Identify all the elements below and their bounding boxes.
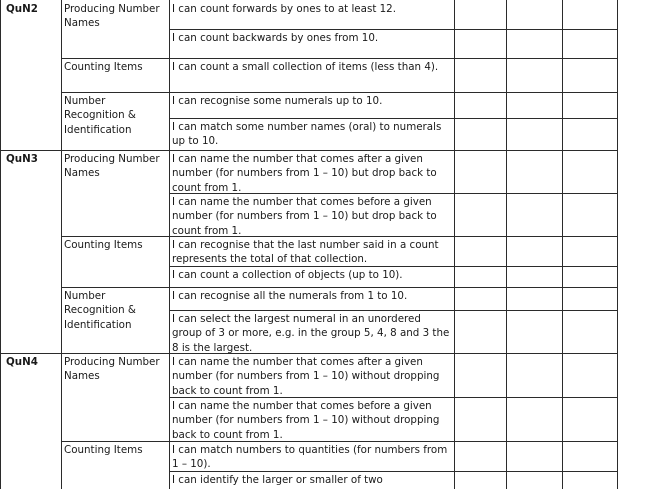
outcome-code: QuN3 [6,153,38,165]
statement-cell: I can count forwards by ones to at least 12. [172,3,397,15]
outcome-code: QuN2 [6,3,38,15]
row-divider [169,266,618,267]
column-divider [562,0,563,489]
statement-cell: I can select the largest numeral in an unordered group of 3 or more, e.g. in the group 5, 4, 8 and 3 the 8 is the largest. [172,313,450,353]
category-label: Counting Items [64,444,143,456]
column-divider [169,0,170,489]
row-divider [169,118,618,119]
category-label: Producing Number Names [64,356,160,383]
statement-cell: I can count a collection of objects (up to 10). [172,269,403,281]
statement-cell: I can match numbers to quantities (for numbers from 1 – 10). [172,444,448,471]
row-divider [169,310,618,311]
row-divider [61,441,618,442]
category-label: Producing Number Names [64,3,160,30]
statement-cell: I can name the number that comes before a given number (for numbers from 1 – 10) but drop back to count from 1. [172,196,437,236]
row-divider [61,287,618,288]
column-divider [506,0,507,489]
column-divider [454,0,455,489]
statement-cell: I can name the number that comes after a given number (for numbers from 1 – 10) without dropping back to count from 1. [172,356,440,397]
statement-cell: I can recognise some numerals up to 10. [172,95,383,107]
row-divider [169,29,618,30]
statement-cell: I can identify the larger or smaller of two [172,474,383,486]
statement-cell: I can name the number that comes before a given number (for numbers from 1 – 10) without dropping back to count from 1. [172,400,440,441]
category-label: Counting Items [64,239,143,251]
statement-cell: I can name the number that comes after a given number (for numbers from 1 – 10) but drop back to count from 1. [172,153,437,193]
category-label: Number Recognition & Identification [64,95,136,136]
row-divider [169,193,618,194]
table-border [0,0,1,489]
row-divider [61,236,618,237]
row-divider [0,150,618,151]
column-divider [617,0,618,489]
category-label: Number Recognition & Identification [64,290,136,331]
row-divider [169,471,618,472]
statement-cell: I can count backwards by ones from 10. [172,32,379,44]
column-divider [61,0,62,489]
row-divider [169,397,618,398]
row-divider [61,58,618,59]
outcome-code: QuN4 [6,356,38,368]
row-divider [61,92,618,93]
category-label: Producing Number Names [64,153,160,180]
statement-cell: I can match some number names (oral) to numerals up to 10. [172,121,442,148]
statement-cell: I can recognise all the numerals from 1 to 10. [172,290,408,302]
statement-cell: I can count a small collection of items (less than 4). [172,61,439,73]
statement-cell: I can recognise that the last number said in a count represents the total of that collection. [172,239,439,266]
row-divider [0,353,618,354]
category-label: Counting Items [64,61,143,73]
